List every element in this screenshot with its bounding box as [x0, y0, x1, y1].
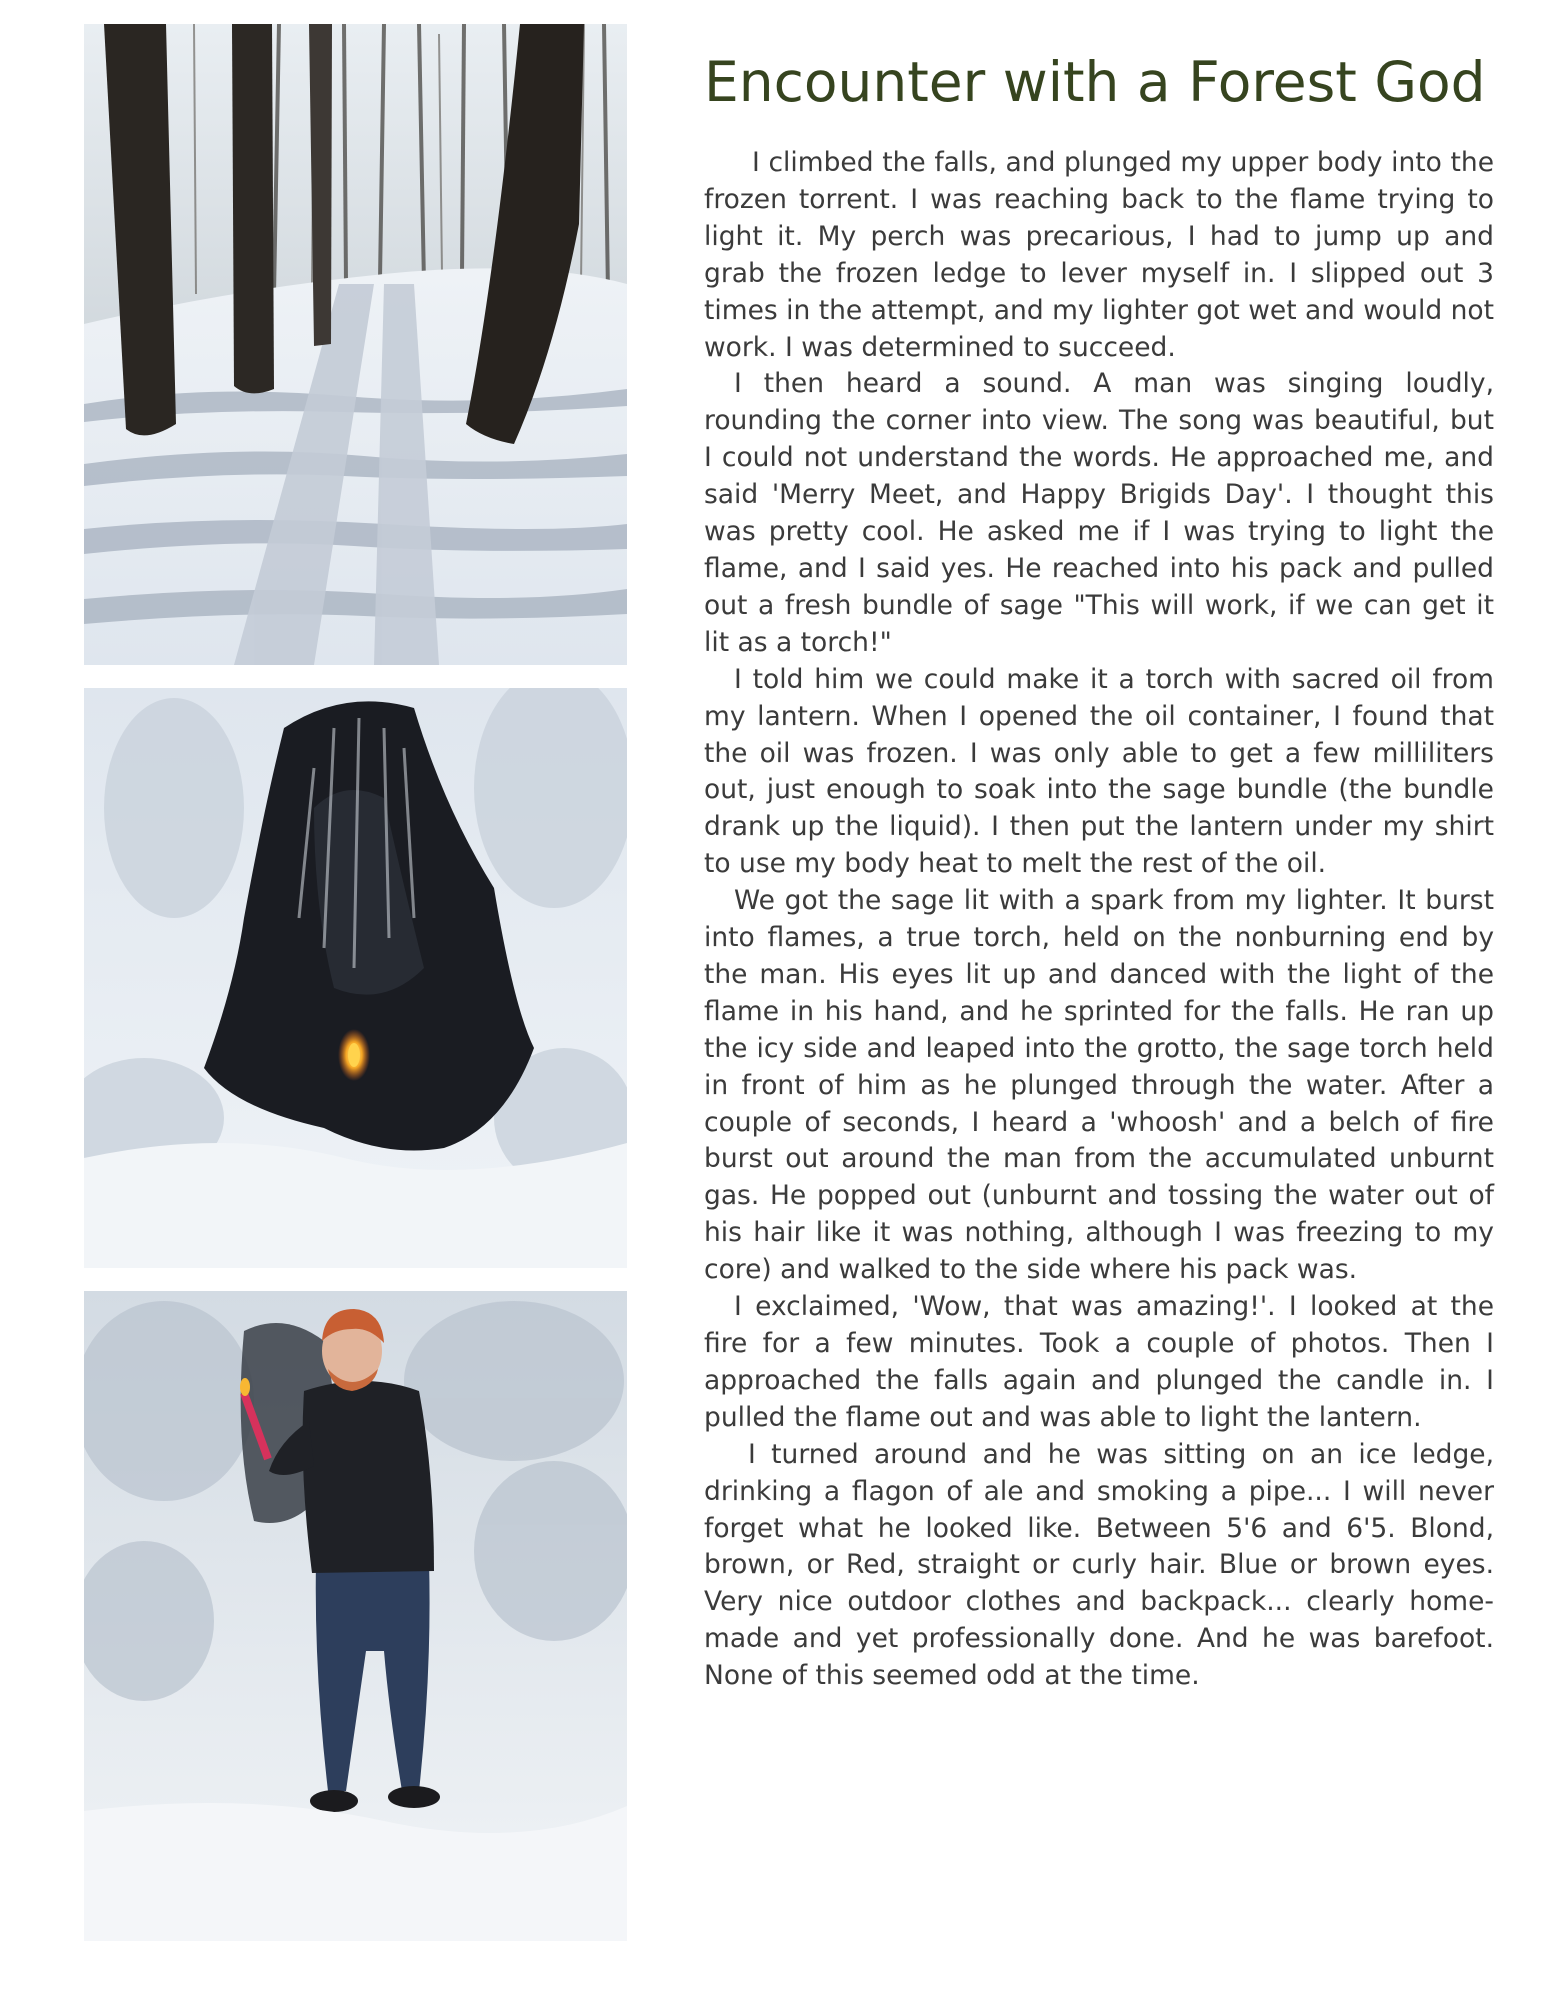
page-title: Encounter with a Forest God	[704, 50, 1486, 114]
snowy-forest-trail-photo	[84, 24, 627, 665]
frozen-waterfall-grotto-with-flame-photo	[84, 688, 627, 1268]
story-paragraph-2: I then heard a sound. A man was singing loudly, rounding the corner into view. The song was beautiful, but I could not understand the words. He approached me, and said 'Merry Meet, and Happy Brigids Day'. I thought this was pretty cool. He asked me if I was trying to light the flame, and I said yes. He reached into his pack and pulled out a fresh bundle of sage "This will work, if we can get it lit as a torch!"	[704, 368, 1494, 658]
story-paragraph-6: I turned around and he was sitting on an ice ledge, drinking a flagon of ale and smoking a pipe... I will never forget what he looked like. Between 5'6 and 6'5. Blond, brown, or Red, straight or curly hair. Blue or brown eyes. Very nice outdoor clothes and backpack... clearly home-made and yet professionally done. And he was barefoot. None of this seemed odd at the time.	[704, 1438, 1494, 1692]
man-at-falls-image	[84, 1291, 627, 1941]
frozen-grotto-image	[84, 688, 627, 1268]
story-paragraph-3: I told him we could make it a torch with sacred oil from my lantern. When I opened the oil container, I found that the oil was frozen. I was only able to get a few milliliters out, just enough to soak into the sage bundle (the bundle drank up the liquid). I then put the lantern under my shirt to use my body heat to melt the rest of the oil.	[704, 663, 1494, 880]
forest-trail-image	[84, 24, 627, 665]
story-paragraph-4: We got the sage lit with a spark from my lighter. It burst into flames, a true torch, held on the nonburning end by the man. His eyes lit up and danced with the light of the flame in his hand, and he sprinted for the falls. He ran up the icy side and leaped into the grotto, the sage torch held in front of him as he plunged through the water. After a couple of seconds, I heard a 'whoosh' and a belch of fire burst out around the man from the accumulated unburnt gas. He popped out (unburnt and tossing the water out of his hair like it was nothing, although I was freezing to my core) and walked to the side where his pack was.	[704, 885, 1494, 1286]
story-paragraph-5: I exclaimed, 'Wow, that was amazing!'. I looked at the fire for a few minutes. Took a couple of photos. Then I approached the falls again and plunged the candle in. I pulled the flame out and was able to light the lantern.	[704, 1291, 1494, 1433]
story-paragraph-1: I climbed the falls, and plunged my upper body into the frozen torrent. I was reaching back to the flame trying to light it. My perch was precarious, I had to jump up and grab the frozen ledge to lever myself in. I slipped out 3 times in the attempt, and my lighter got wet and would not work. I was determined to succeed.	[704, 147, 1494, 363]
story-body	[704, 145, 1494, 1695]
man-holding-candle-at-frozen-falls-photo	[84, 1291, 627, 1941]
